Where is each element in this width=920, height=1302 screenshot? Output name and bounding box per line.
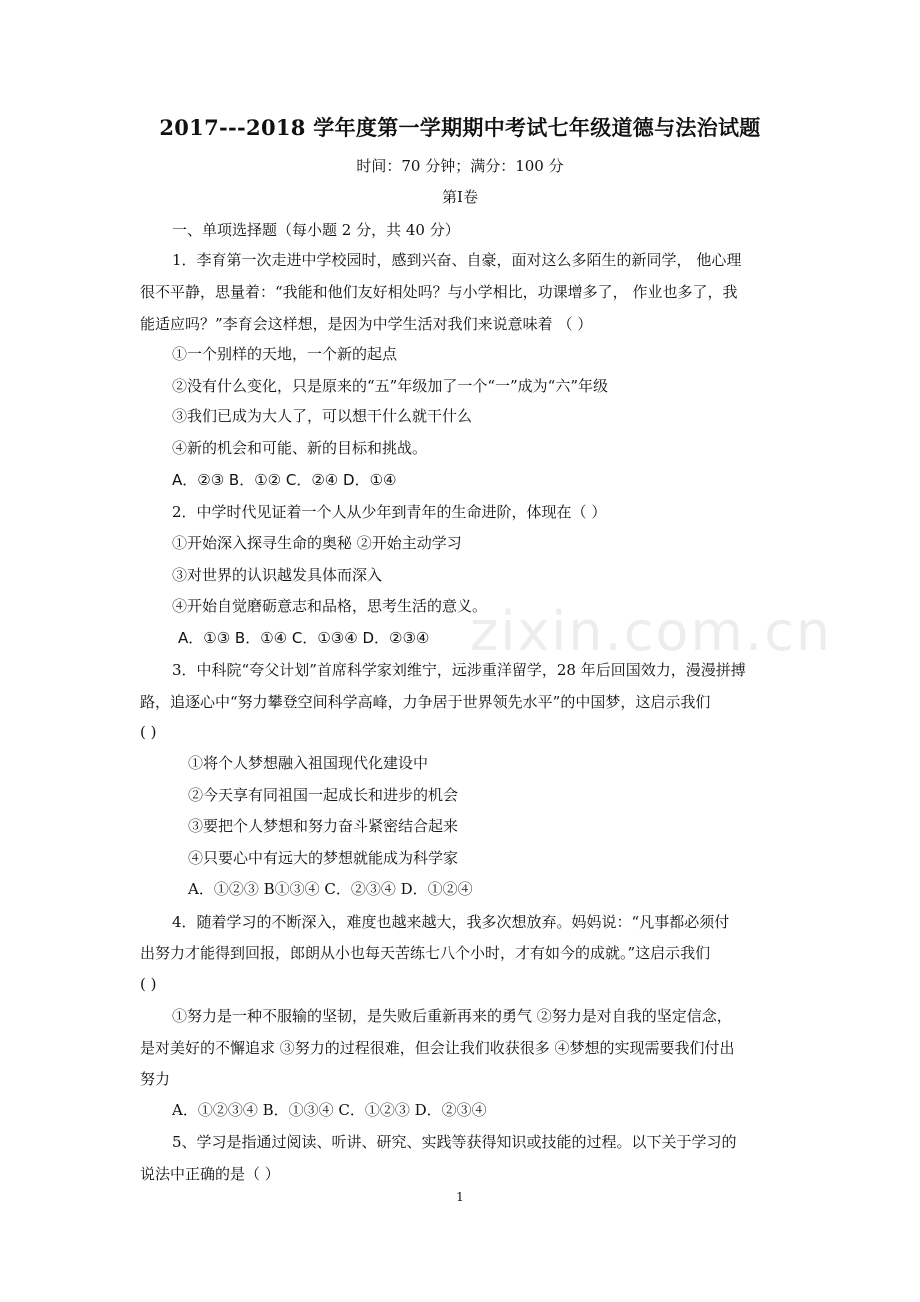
question-1-option-2: ②没有什么变化，只是原来的“五”年级加了一个“一”成为“六”年级 — [172, 377, 609, 395]
question-2-answers: A．①③ B．①④ C．①③④ D．②③④ — [178, 629, 430, 647]
question-3-option-1: ①将个人梦想融入祖国现代化建设中 — [188, 754, 429, 772]
question-1-line-3: 能适应吗？”李育会这样想，是因为中学生活对我们来说意味着 （ ） — [140, 315, 593, 333]
question-2-line-1: 2．中学时代见证着一个人从少年到青年的生命进阶，体现在（ ） — [172, 503, 607, 521]
question-4-answers: A．①②③④ B．①③④ C．①②③ D．②③④ — [172, 1101, 487, 1119]
question-3-line-1: 3．中科院“夸父计划”首席科学家刘维宁，远涉重洋留学，28 年后回国效力，漫漫拼搏 — [172, 661, 746, 679]
question-1-line-1: 1．李育第一次走进中学校园时，感到兴奋、自豪，面对这么多陌生的新同学， 他心理 — [172, 251, 742, 269]
question-2-option-4: ④开始自觉磨砺意志和品格，思考生活的意义。 — [172, 597, 488, 615]
question-1-answers: A．②③ B．①② C．②④ D．①④ — [172, 471, 397, 489]
question-5-line-2: 说法中正确的是（ ） — [140, 1165, 280, 1183]
question-3-bracket: ( ) — [140, 723, 157, 741]
watermark: zixin.com.cn — [470, 600, 833, 663]
question-4-options-line-3: 努力 — [140, 1070, 171, 1088]
question-2-option-1-2: ①开始深入探寻生命的奥秘 ②开始主动学习 — [172, 534, 462, 552]
section-heading: 一、单项选择题（每小题 2 分，共 40 分） — [172, 221, 460, 239]
question-1-option-1: ①一个别样的天地，一个新的起点 — [172, 345, 398, 363]
question-4-line-2: 出努力才能得到回报，郎朗从小也每天苦练七八个小时，才有如今的成就。”这启示我们 — [140, 944, 711, 962]
page-number: 1 — [456, 1190, 464, 1204]
question-4-options-line-2: 是对美好的不懈追求 ③努力的过程很难，但会让我们收获很多 ④梦想的实现需要我们付出 — [140, 1039, 735, 1057]
question-3-option-3: ③要把个人梦想和努力奋斗紧密结合起来 — [188, 817, 459, 835]
question-1-option-4: ④新的机会和可能、新的目标和挑战。 — [172, 439, 428, 457]
question-4-line-1: 4．随着学习的不断深入，难度也越来越大，我多次想放弃。妈妈说：“凡事都必须付 — [172, 913, 730, 931]
question-1-option-3: ③我们已成为大人了，可以想干什么就干什么 — [172, 407, 473, 425]
question-3-option-4: ④只要心中有远大的梦想就能成为科学家 — [188, 849, 459, 867]
volume-heading: 第Ⅰ卷 — [442, 188, 478, 206]
question-3-line-2: 路，追逐心中“努力攀登空间科学高峰，力争居于世界领先水平”的中国梦，这启示我们 — [140, 693, 711, 711]
question-2-option-3: ③对世界的认识越发具体而深入 — [172, 566, 383, 584]
exam-time-score: 时间：70 分钟；满分：100 分 — [356, 157, 564, 175]
question-3-option-2: ②今天享有同祖国一起成长和进步的机会 — [188, 786, 459, 804]
question-5-line-1: 5、学习是指通过阅读、听讲、研究、实践等获得知识或技能的过程。以下关于学习的 — [172, 1133, 737, 1151]
question-1-line-2: 很不平静，思量着：“我能和他们友好相处吗？与小学相比，功课增多了， 作业也多了，我 — [140, 283, 738, 301]
question-3-answers: A．①②③ B①③④ C．②③④ D．①②④ — [188, 880, 473, 898]
exam-title: 2017---2018 学年度第一学期期中考试七年级道德与法治试题 — [159, 115, 761, 140]
question-4-options-line-1: ①努力是一种不服输的坚韧，是失败后重新再来的勇气 ②努力是对自我的坚定信念， — [172, 1007, 732, 1025]
question-4-bracket: ( ) — [140, 975, 157, 993]
